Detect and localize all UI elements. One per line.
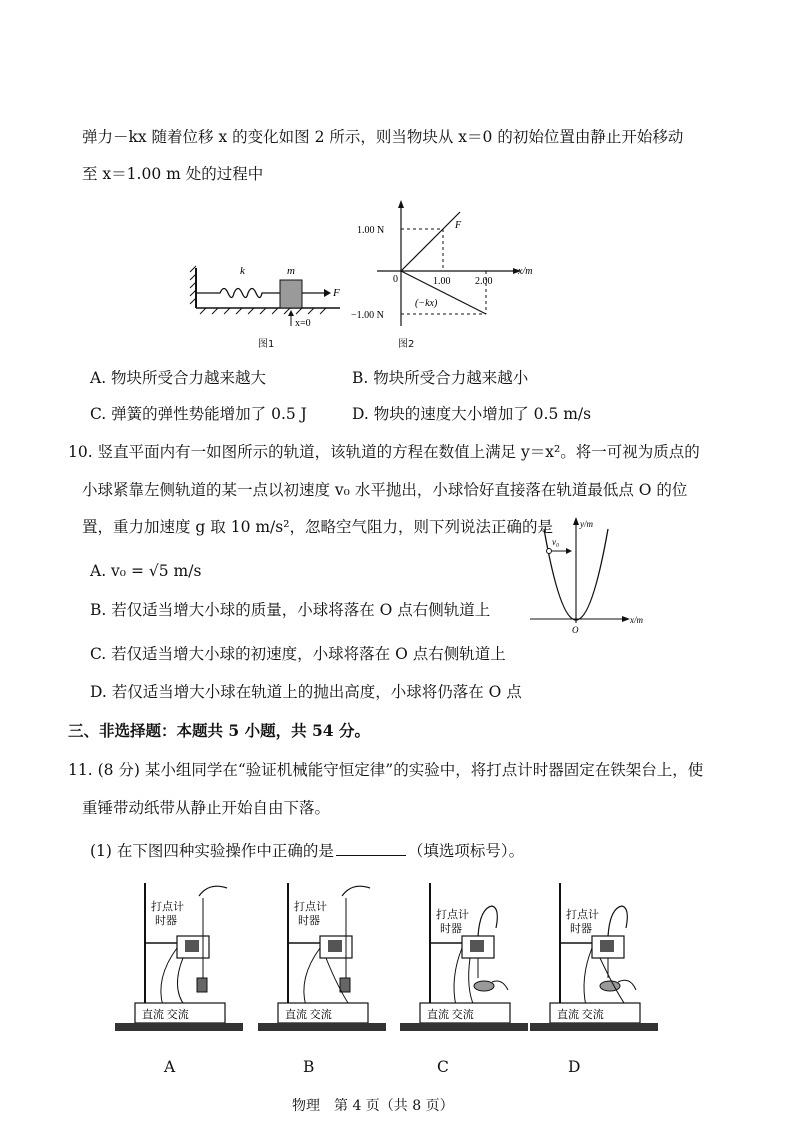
q11-line-2: 重锤带动纸带从静止开始自由下落。 xyxy=(82,799,331,817)
figure-1-caption: 图1 xyxy=(258,339,275,350)
q10-option-a: A. v₀ = √5 m/s xyxy=(90,562,202,580)
timer-label-2: 时器 xyxy=(440,923,462,935)
q11-sub-1 xyxy=(90,841,524,861)
origin-label: 0 xyxy=(393,274,398,285)
x-axis-label: x/m xyxy=(518,266,533,277)
origin-label: O xyxy=(572,625,579,635)
power-label: 直流 交流 xyxy=(427,1009,474,1021)
block xyxy=(280,280,302,308)
q10-line-1: 10. 竖直平面内有一如图所示的轨道，该轨道的方程在数值上满足 y＝x²。将一可视为质点的 xyxy=(68,443,700,461)
timer-label-2: 时器 xyxy=(298,915,320,927)
power-label: 直流 交流 xyxy=(142,1009,189,1021)
q9-option-d: D. 物块的速度大小增加了 0.5 m/s xyxy=(352,405,592,423)
mass-label: m xyxy=(287,265,295,277)
q11-sub-1-prefix: (1) 在下图四种实验操作中正确的是 xyxy=(90,842,334,860)
q10-line-3: 置，重力加速度 g 取 10 m/s²，忽略空气阻力，则下列说法正确的是 xyxy=(82,518,553,536)
timer-label-1: 打点计 xyxy=(436,909,469,921)
q10-option-b: B. 若仅适当增大小球的质量，小球将落在 O 点右侧轨道上 xyxy=(90,601,491,619)
timer-label-2: 时器 xyxy=(155,915,177,927)
timer-label-1: 打点计 xyxy=(294,901,327,913)
apparatus-d-label: D xyxy=(568,1058,581,1076)
apparatus-a xyxy=(115,878,245,1038)
x-tick-1: 1.00 xyxy=(433,276,451,287)
figure-2-caption: 图2 xyxy=(398,339,415,350)
origin-label: x=0 xyxy=(295,318,311,329)
timer-label-1: 打点计 xyxy=(566,909,599,921)
q10-option-c: C. 若仅适当增大小球的初速度，小球将落在 O 点右侧轨道上 xyxy=(90,645,506,663)
velocity-label: v₀ xyxy=(552,537,560,547)
q9-option-c: C. 弹簧的弹性势能增加了 0.5 J xyxy=(90,405,307,423)
y-tick-bottom: −1.00 N xyxy=(351,310,384,321)
q11-line-1: 11. (8 分) 某小组同学在“验证机械能守恒定律”的实验中，将打点计时器固定在铁架台上，使 xyxy=(68,761,704,779)
line-F-label: F xyxy=(455,220,462,231)
power-label: 直流 交流 xyxy=(285,1009,332,1021)
spring xyxy=(196,289,280,298)
q10-option-d: D. 若仅适当增大小球在轨道上的抛出高度，小球将仍落在 O 点 xyxy=(90,683,522,701)
q9-option-a: A. 物块所受合力越来越大 xyxy=(90,369,267,387)
figure-2-graph xyxy=(351,198,545,333)
figure-parabola-track xyxy=(528,515,648,635)
apparatus-b-label: B xyxy=(303,1058,315,1076)
apparatus-c xyxy=(400,878,530,1038)
section-3-heading: 三、非选择题：本题共 5 小题，共 54 分。 xyxy=(68,721,370,740)
force-label: F xyxy=(333,287,340,299)
q9-option-b: B. 物块所受合力越来越小 xyxy=(352,369,529,387)
answer-blank[interactable] xyxy=(336,841,406,856)
apparatus-a-label: A xyxy=(164,1058,176,1076)
x-axis-label: x/m xyxy=(630,615,643,625)
x-tick-2: 2.00 xyxy=(475,276,493,287)
intro-line-2: 至 x＝1.00 m 处的过程中 xyxy=(82,165,264,183)
apparatus-d xyxy=(530,878,660,1038)
y-tick-top: 1.00 N xyxy=(357,225,385,236)
apparatus-c-label: C xyxy=(437,1058,449,1076)
q10-line-2: 小球紧靠左侧轨道的某一点以初速度 v₀ 水平抛出，小球恰好直接落在轨道最低点 O 的位 xyxy=(82,481,688,499)
ball xyxy=(547,549,552,554)
q11-sub-1-suffix: （填选项标号）。 xyxy=(407,842,525,860)
power-label: 直流 交流 xyxy=(557,1009,604,1021)
intro-line-1: 弹力－kx 随着位移 x 的变化如图 2 所示，则当物块从 x＝0 的初始位置由静止开始移动 xyxy=(82,128,684,146)
page-footer: 物理 第 4 页（共 8 页） xyxy=(292,1098,454,1114)
timer-label-2: 时器 xyxy=(570,923,592,935)
line-kx-label: (−kx) xyxy=(415,298,438,309)
line-F xyxy=(401,212,460,271)
timer-label-1: 打点计 xyxy=(151,901,184,913)
apparatus-b xyxy=(258,878,388,1038)
spring-label: k xyxy=(240,265,245,277)
y-axis-label: y/m xyxy=(580,519,593,529)
